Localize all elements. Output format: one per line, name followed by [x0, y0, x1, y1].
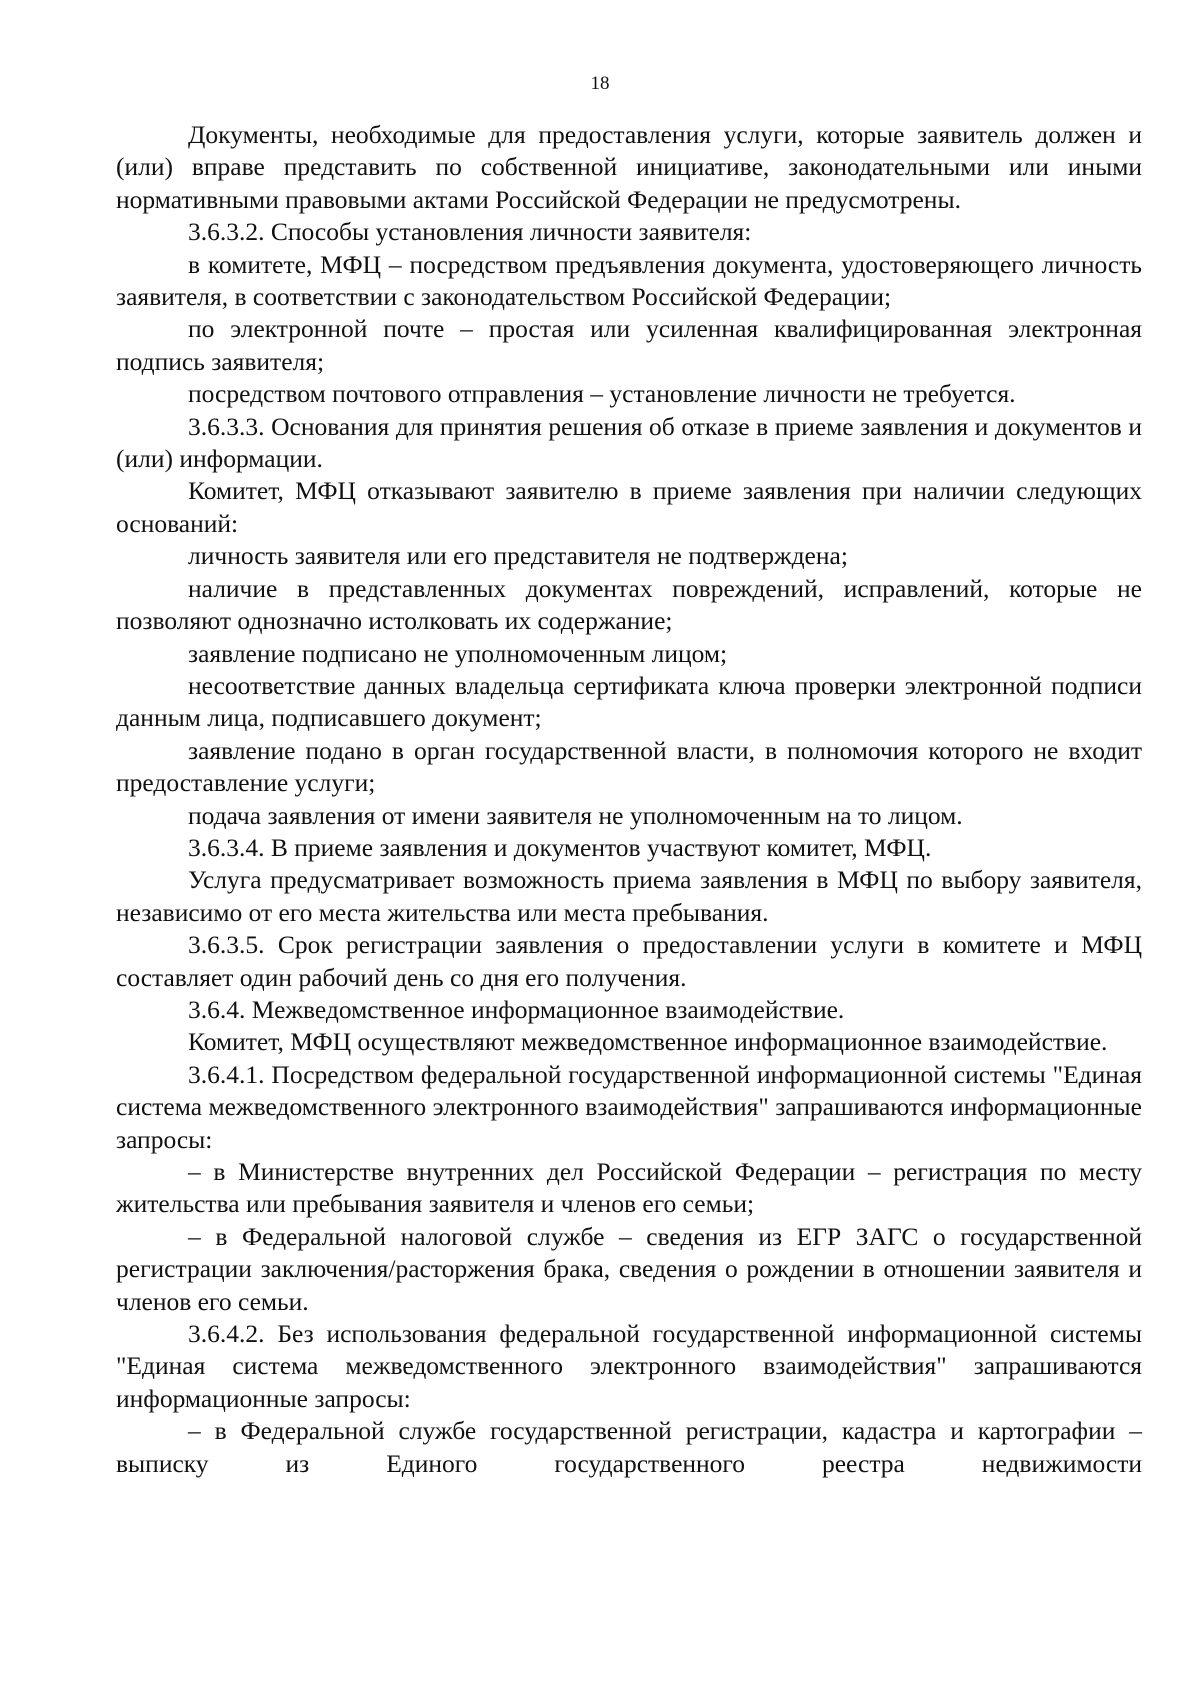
paragraph-documents-not-required: Документы, необходимые для предоставления услуги, которые заявитель должен и (или) вправе представить по собственной инициативе, законодательными или иными нормативными правовыми актами Российской Федерации не предусмотрены. [116, 120, 1142, 214]
paragraph-registration-term: 3.6.3.5. Срок регистрации заявления о предоставлении услуги в комитете и МФЦ составляет один рабочий день со дня его получения. [116, 930, 1142, 992]
paragraph-interagency-heading: 3.6.4. Межведомственное информационное взаимодействие. [188, 994, 845, 1024]
paragraph-smev-requests: 3.6.4.1. Посредством федеральной государственной информационной системы "Единая система межведомственного электронного взаимодействия" запрашиваются информационные запросы: [116, 1059, 1142, 1154]
page-number: 18 [590, 73, 610, 94]
paragraph-refusal-intro: Комитет, МФЦ отказывают заявителю в приеме заявления при наличии следующих оснований: [116, 476, 1142, 538]
paragraph-identity-post: посредством почтового отправления – установление личности не требуется. [188, 379, 1016, 409]
paragraph-interagency-participants: Комитет, МФЦ осуществляют межведомственное информационное взаимодействие. [188, 1027, 1108, 1057]
paragraph-reception-participants: 3.6.3.4. В приеме заявления и документов участвуют комитет, МФЦ. [188, 832, 932, 862]
paragraph-non-smev-requests: 3.6.4.2. Без использования федеральной государственной информационной системы "Единая система межведомственного электронного взаимодействия" запрашиваются информационные запросы: [116, 1319, 1142, 1413]
paragraph-identity-email: по электронной почте – простая или усиленная квалифицированная электронная подпись заявителя; [116, 314, 1142, 376]
paragraph-refusal-certificate-mismatch: несоответствие данных владельца сертификата ключа проверки электронной подписи данным лица, подписавшего документ; [116, 670, 1142, 733]
paragraph-refusal-damaged-docs: наличие в представленных документах повреждений, исправлений, которые не позволяют однозначно истолковать их содержание; [116, 573, 1142, 636]
paragraph-refusal-grounds-heading: 3.6.3.3. Основания для принятия решения об отказе в приеме заявления и документов и (или) информации. [116, 411, 1142, 474]
paragraph-reception-choice: Услуга предусматривает возможность приема заявления в МФЦ по выбору заявителя, независимо от его места жительства или места пребывания. [116, 865, 1142, 927]
paragraph-identity-methods-heading: 3.6.3.2. Способы установления личности заявителя: [188, 217, 752, 247]
paragraph-request-mvd: – в Министерстве внутренних дел Российской Федерации – регистрация по месту жительства или пребывания заявителя и членов его семьи; [116, 1157, 1142, 1219]
paragraph-identity-in-office: в комитете, МФЦ – посредством предъявления документа, удостоверяющего личность заявителя, в соответствии с законодательством Российской Федерации; [116, 249, 1142, 312]
paragraph-refusal-unauthorized-signature: заявление подписано не уполномоченным лицом; [188, 638, 728, 668]
document-body [116, 119, 1142, 1480]
paragraph-refusal-wrong-authority: заявление подано в орган государственной власти, в полномочия которого не входит предоставление услуги; [116, 735, 1142, 798]
paragraph-refusal-identity: личность заявителя или его представителя не подтверждена; [188, 541, 848, 571]
paragraph-request-rosreestr: – в Федеральной службе государственной регистрации, кадастра и картографии – выписку из Единого государственного реестра недвижимости [116, 1416, 1142, 1478]
paragraph-refusal-unauthorized-person: подача заявления от имени заявителя не уполномоченным на то лицом. [188, 800, 963, 830]
paragraph-request-fns: – в Федеральной налоговой службе – сведения из ЕГР ЗАГС о государственной регистрации заключения/расторжения брака, сведения о рождении в отношении заявителя и членов его семьи. [116, 1221, 1142, 1316]
